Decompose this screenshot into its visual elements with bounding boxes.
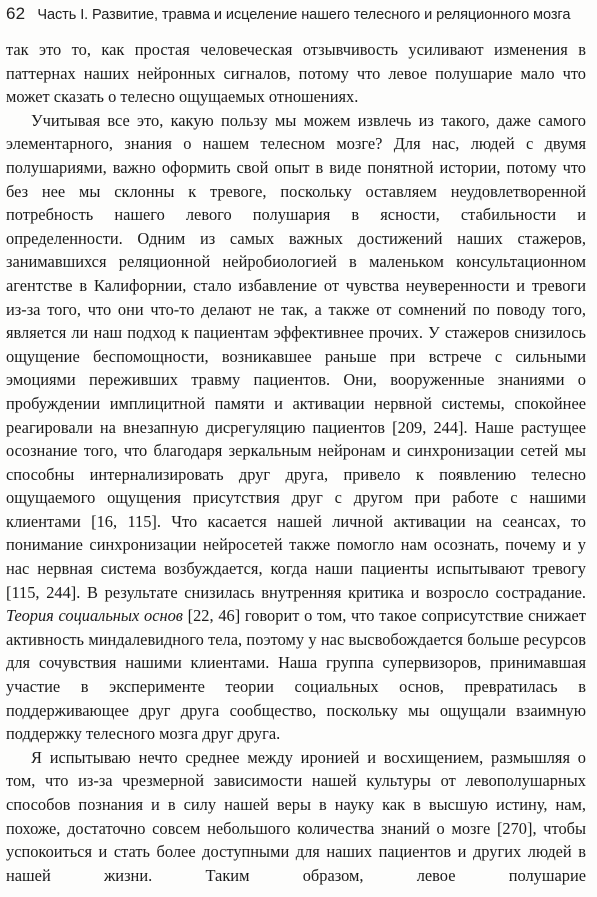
body-text <box>6 38 586 887</box>
running-title: Часть I. Развитие, травма и исцеление нашего телесного и реляционного мозга <box>37 7 571 23</box>
paragraph-2 <box>6 109 586 746</box>
term-social-baseline-theory: Теория социальных основ <box>6 606 183 626</box>
running-header <box>6 4 591 32</box>
paragraph-2-text-b: [22, 46] говорит о том, что такое соприсутствие снижает активность миндалевидного тела, поэтому у нас высвобождается больше ресурсов для сочувствия нашими клиентами. Наша группа супервизоров, принимавшая участие в эксперименте теории социальных основ, превратилась в поддерживающее друг друга сообщество, поскольку мы ощущали взаимную поддержку телесного мозга друг друга. <box>6 606 586 744</box>
paragraph-1: так это то, как простая человеческая отзывчивость усиливают изменения в паттернах наших нейронных сигналов, потому что левое полушарие мало что может сказать о телесно ощущаемых отношениях. <box>6 40 586 107</box>
page-number: 62 <box>6 4 26 23</box>
paragraph-3: Я испытываю нечто среднее между иронией и восхищением, размышляя о том, что из-за чрезмерной зависимости нашей культуры от левополушарных способов познания и в силу нашей веры в науку как в высшую истину, нам, похоже, достаточно совсем небольшого количества знаний о мозге [270], чтобы успокоиться и стать более доступными для наших пациентов и других людей в нашей жизни. Таким образом, левое полушарие <box>6 747 586 885</box>
paragraph-2-text-a: Учитывая все это, какую пользу мы можем извлечь из такого, даже самого элементарного, знания о нашем телесном мозге? Для нас, людей с двумя полушариями, важно оформить свой опыт в виде понятной истории, потому что без нее мы склонны к тревоге, поскольку оставляем неудовлетворенной потребность нашего левого полушария в ясности, стабильности и определенности. Одним из самых важных достижений наших стажеров, занимавшихся реляционной нейробиологией в маленьком консультационном агентстве в Калифорнии, стало избавление от чувства неуверенности и тревоги из-за того, что они что-то делают не так, а также от сомнений по поводу того, является ли наш подход к пациентам эффективнее прочих. У стажеров снизилось ощущение беспомощности, возникавшее раньше при встрече с сильными эмоциями переживших травму пациентов. Они, вооруженные знаниями о пробуждении имплицитной памяти и активации нервной системы, спокойнее реагировали на внезапную дисрегуляцию пациентов [209, 244]. Наше растущее осознание того, что благодаря зеркальным нейронам и синхронизации сетей мы способны интернализировать друг друга, привело к появлению телесно ощущаемого ощущения присутствия друг с другом при работе с нашими клиентами [16, 115]. Что касается нашей личной активации на сеансах, то понимание синхронизации нейросетей также помогло нам осознать, почему и у нас нервная система возбуждается, когда наши пациенты испытывают тревогу [115, 244]. В результате снизилась внутренняя критика и возросло сострадание. <box>6 110 586 602</box>
